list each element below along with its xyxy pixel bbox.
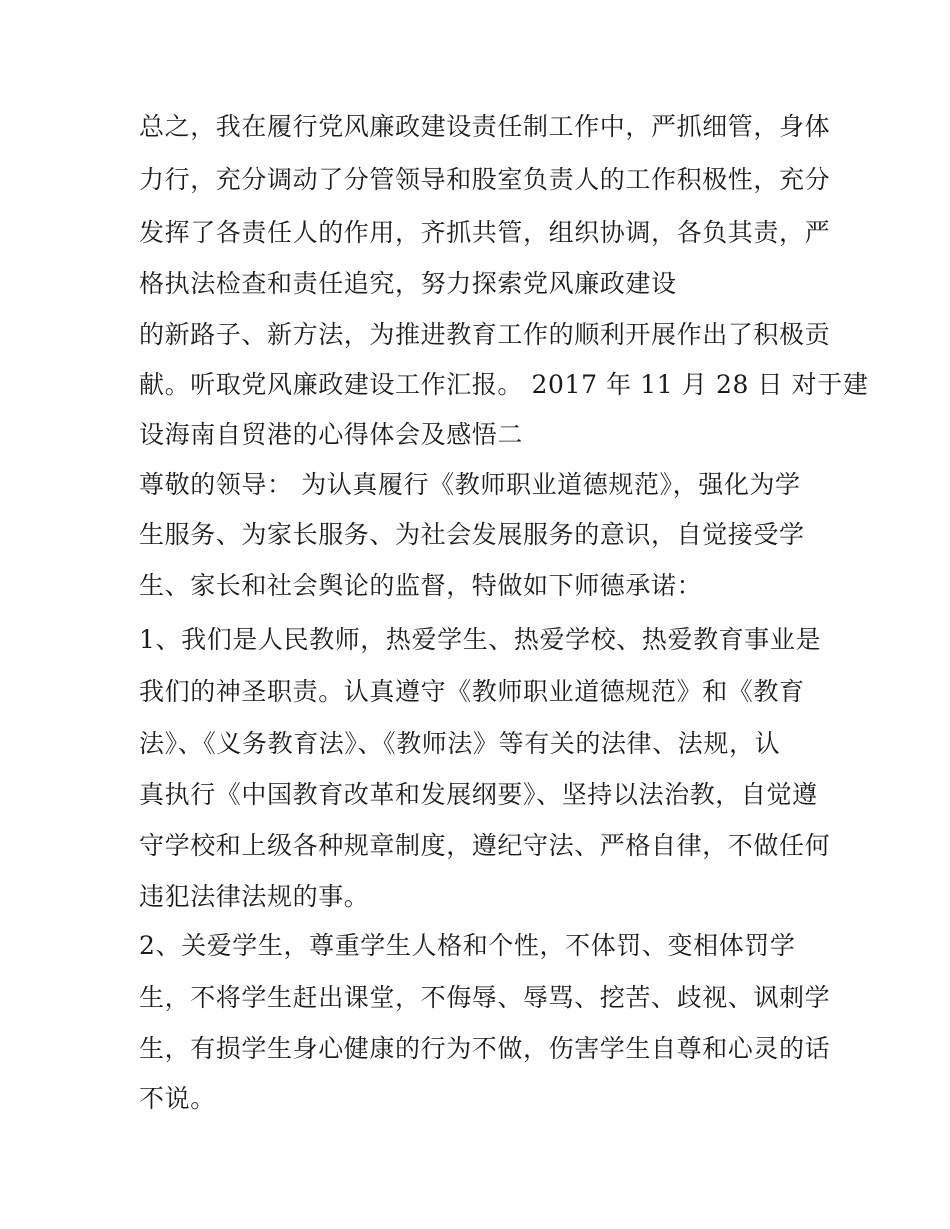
text-line: 违犯法律法规的事。	[139, 882, 370, 911]
text-line: 1、我们是人民教师，热爱学生、热爱学校、热爱教育事业是	[139, 625, 822, 654]
text-line: 献。听取党风廉政建设工作汇报。 2017 年 11 月 28 日 对于建	[139, 370, 869, 399]
text-line: 守学校和上级各种规章制度，遵纪守法、严格自律，不做任何	[139, 831, 831, 860]
text-line: 力行，充分调动了分管领导和股室负责人的工作积极性，充分	[139, 165, 831, 194]
text-line: 生，不将学生赶出课堂，不侮辱、辱骂、挖苦、歧视、讽刺学	[139, 983, 831, 1012]
text-line: 2、关爱学生，尊重学生人格和个性，不体罚、变相体罚学	[139, 931, 796, 960]
text-line: 生、家长和社会舆论的监督，特做如下师德承诺：	[139, 571, 703, 600]
text-line: 发挥了各责任人的作用，齐抓共管，组织协调，各负其责，严	[139, 218, 831, 247]
text-line: 不说。	[139, 1084, 216, 1113]
text-line: 尊敬的领导： 为认真履行《教师职业道德规范》，强化为学	[139, 470, 801, 499]
text-line: 总之，我在履行党风廉政建设责任制工作中，严抓细管，身体	[139, 112, 831, 141]
text-line: 生，有损学生身心健康的行为不做，伤害学生自尊和心灵的话	[139, 1034, 831, 1063]
text-line: 格执法检查和责任追究，努力探索党风廉政建设	[139, 269, 677, 298]
text-line: 我们的神圣职责。认真遵守《教师职业道德规范》和《教育	[139, 677, 805, 706]
text-line: 法》、《义务教育法》、《教师法》等有关的法律、法规，认	[139, 729, 781, 758]
text-line: 生服务、为家长服务、为社会发展服务的意识，自觉接受学	[139, 520, 805, 549]
text-line: 的新路子、新方法，为推进教育工作的顺利开展作出了积极贡	[139, 320, 831, 349]
text-line: 真执行《中国教育改革和发展纲要》、坚持以法治教，自觉遵	[139, 780, 818, 809]
text-line: 设海南自贸港的心得体会及感悟二	[139, 420, 524, 449]
